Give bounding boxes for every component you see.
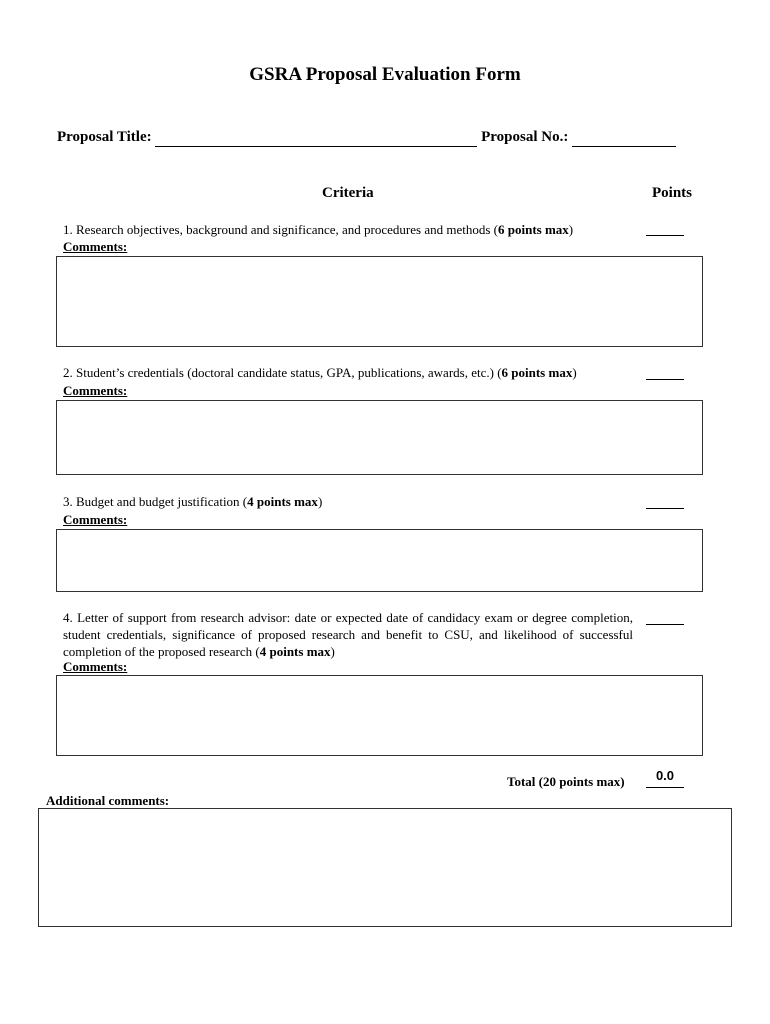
criterion-4-points-field[interactable] (646, 624, 684, 625)
criterion-3-points-field[interactable] (646, 508, 684, 509)
criterion-1-comments-label: Comments: (63, 239, 128, 254)
proposal-title-field[interactable] (155, 129, 477, 147)
proposal-header-row (57, 129, 676, 147)
points-header: Points (652, 185, 693, 201)
criterion-4-comments-box[interactable] (56, 675, 703, 756)
criterion-2-comments-label: Comments: (63, 383, 128, 398)
criterion-2-points-field[interactable] (646, 379, 684, 380)
criterion-3-comments-label: Comments: (63, 512, 128, 527)
criterion-4-comments-label: Comments: (63, 659, 128, 674)
total-points-field[interactable]: 0.0 (646, 768, 684, 788)
additional-comments-box[interactable] (38, 808, 732, 927)
total-label: Total (20 points max) (507, 774, 625, 789)
criteria-header: Criteria (322, 185, 374, 201)
criterion-3-comments-box[interactable] (56, 529, 703, 592)
proposal-title-label: Proposal Title: (57, 129, 152, 145)
criterion-1-points-field[interactable] (646, 235, 684, 236)
criterion-1-text: 1. Research objectives, background and significance, and procedures and methods (6 points max) (63, 222, 574, 237)
criterion-1-comments-box[interactable] (56, 256, 703, 347)
proposal-no-label: Proposal No.: (481, 129, 569, 145)
criterion-3-text: 3. Budget and budget justification (4 points max) (63, 494, 323, 509)
form-title: GSRA Proposal Evaluation Form (249, 64, 521, 85)
criterion-2-comments-box[interactable] (56, 400, 703, 475)
criterion-4-text: 4. Letter of support from research advisor: date or expected date of candidacy exam or degree completion, student credentials, significance of proposed research and benefit to CSU, and likelihood of successful completion of the proposed research (4 points max) (63, 610, 633, 659)
proposal-no-field[interactable] (572, 129, 676, 147)
criterion-2-text: 2. Student’s credentials (doctoral candidate status, GPA, publications, awards, etc.) (6 points max) (63, 365, 577, 380)
additional-comments-label: Additional comments: (46, 793, 170, 808)
